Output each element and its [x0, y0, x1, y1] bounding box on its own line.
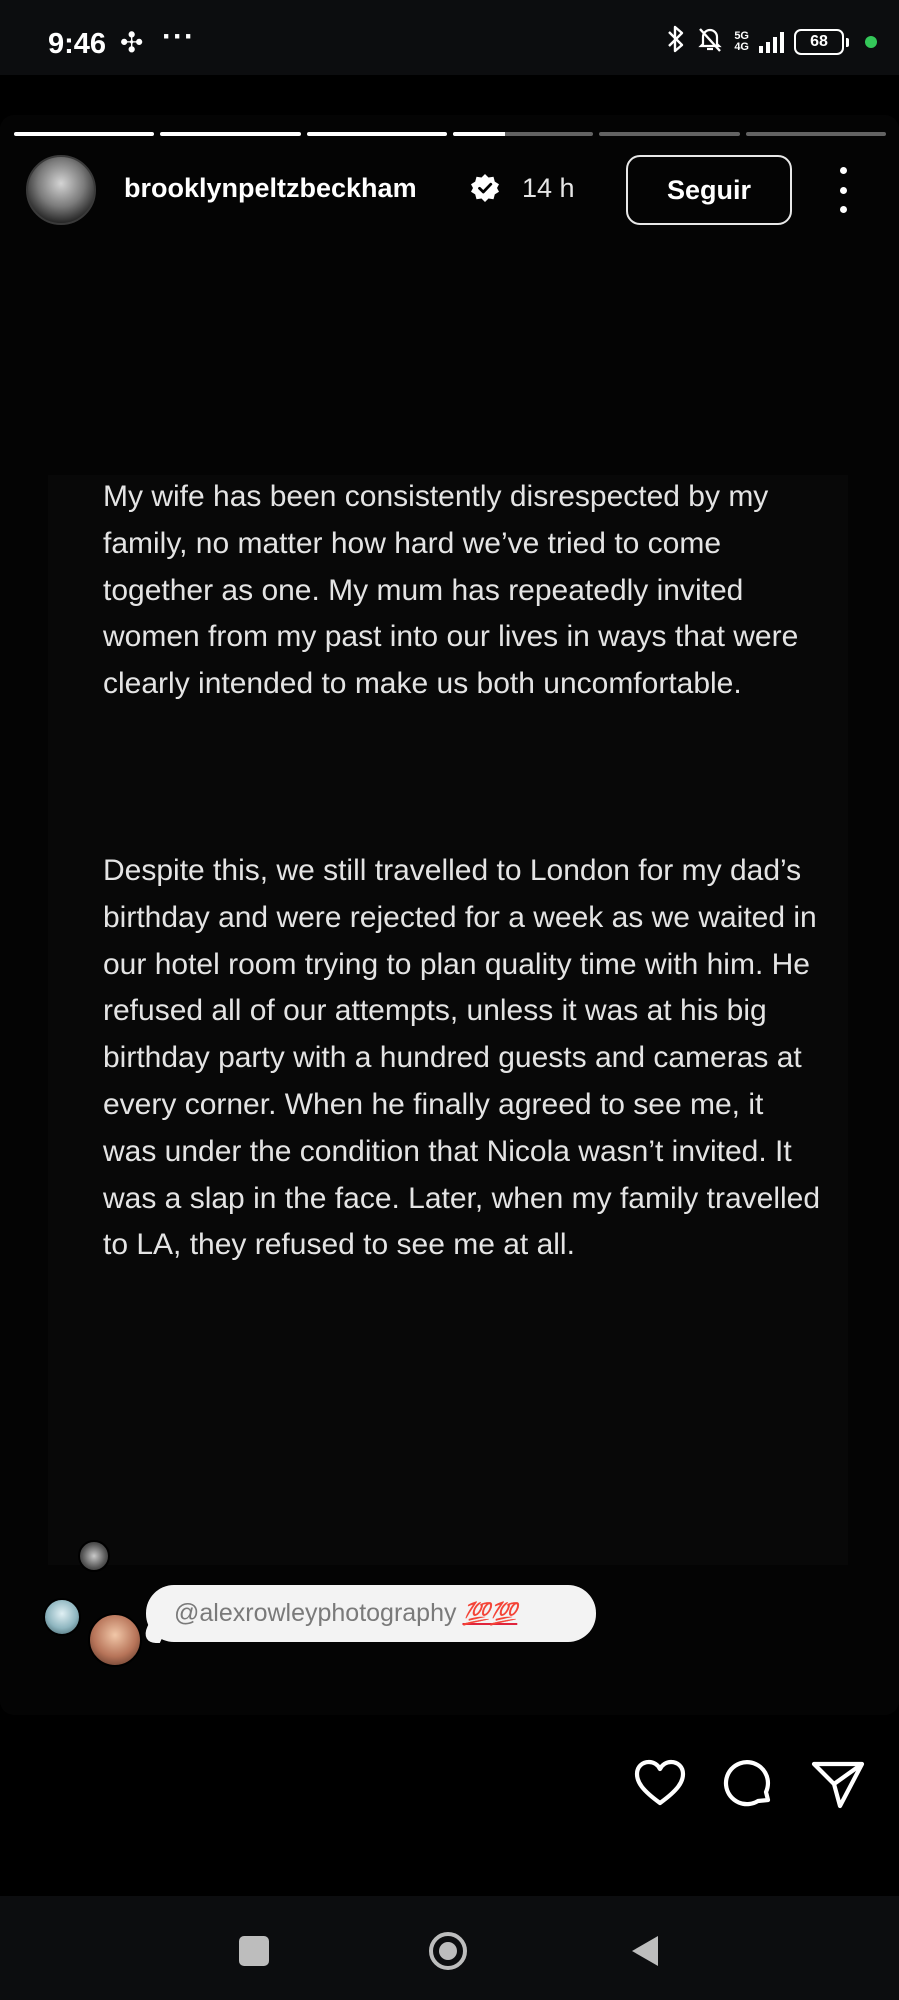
bluetooth-icon: [666, 25, 686, 60]
network-4g: 4G: [734, 41, 749, 53]
heart-icon[interactable]: [632, 1756, 688, 1812]
pinwheel-icon: ✣: [120, 27, 144, 58]
status-bar: [0, 0, 899, 75]
more-vertical-icon[interactable]: [836, 167, 850, 213]
follow-button[interactable]: Seguir: [626, 155, 792, 225]
network-5g: 5G: [734, 30, 749, 42]
signal-icon: [759, 31, 784, 53]
progress-segment: [14, 132, 154, 136]
story-reply: [0, 1535, 899, 1665]
reply-mention[interactable]: @alexrowleyphotography: [174, 1599, 457, 1627]
post-time: 14 h: [522, 173, 575, 203]
avatar: [88, 1613, 142, 1667]
story-paragraph: My wife has been consistently disrespected by my family, no matter how hard we’ve tried to come together as one. My mum has repeatedly invited women from my past into our lives in ways that were clearly intended to make us both uncomfortable.: [103, 480, 799, 701]
send-icon[interactable]: [810, 1756, 866, 1812]
back-icon[interactable]: [630, 1934, 660, 1968]
avatar: [43, 1598, 81, 1636]
network-indicator: [734, 31, 749, 53]
progress-segment: [160, 132, 300, 136]
story-paragraph: Despite this, we still travelled to London for my dad’s birthday and were rejected for a week as we waited in our hotel room trying to plan quality time with him. He refused all of our attempts, unless it was at his big birthday party with a hundred guests and cameras at every corner. When he finally agreed to see me, it was under the condition that Nicola wasn’t invited. It was a slap in the face. Later, when my family travelled to LA, they refused to see me at all.: [103, 854, 821, 1262]
progress-segment: [453, 132, 593, 136]
system-nav-bar: [0, 1896, 899, 2000]
more-notifications-icon: ···: [162, 20, 195, 53]
story-actions: [0, 1756, 899, 1816]
progress-segment: [599, 132, 739, 136]
hundred-points-emoji: 💯💯: [462, 1600, 518, 1626]
story-progress: [14, 132, 886, 136]
recents-icon[interactable]: [239, 1936, 269, 1966]
bell-off-icon: [696, 25, 724, 60]
battery-level: 68: [794, 29, 844, 55]
comment-icon[interactable]: [720, 1756, 776, 1812]
profile-avatar[interactable]: [26, 155, 96, 225]
username[interactable]: brooklynpeltzbeckham: [124, 173, 417, 203]
status-time: 9:46: [48, 28, 107, 60]
progress-segment: [307, 132, 447, 136]
home-icon[interactable]: [427, 1930, 469, 1972]
verified-badge-icon: [470, 173, 500, 203]
battery-icon: [794, 29, 849, 55]
reply-bubble[interactable]: [146, 1585, 596, 1642]
privacy-indicator-dot: [865, 36, 877, 48]
progress-segment: [746, 132, 886, 136]
avatar: [78, 1540, 110, 1572]
